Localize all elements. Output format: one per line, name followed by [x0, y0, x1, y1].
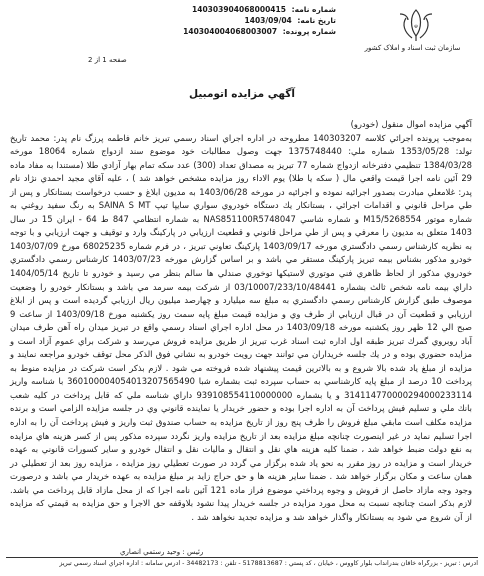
file-number-label: شماره پرونده:	[282, 27, 336, 36]
footer-address: آدرس : تبريز - بزرگراه خاقان بندرانداب بلوار كاووس ، خيابان ، كد پستي : 5178813687 - تلفن : 34482173 - آدرس سامانه : اداره اجراي اسناد رسمي تبريز	[59, 560, 478, 567]
page-counter: صفحه 1 از 2	[88, 56, 127, 64]
letter-metadata	[183, 4, 336, 37]
letter-date-label: تاریخ نامه:	[297, 16, 336, 25]
notice-subtitle: آگهي مزايده اموال منقول (خودرو)	[350, 119, 472, 129]
file-number-row	[183, 26, 336, 37]
letter-date-row	[186, 15, 336, 26]
file-number: 140304004068003007	[183, 27, 278, 36]
organization-name: سازمان ثبت اسناد و املاک کشور	[364, 44, 461, 52]
footer-divider	[6, 557, 478, 558]
notice-title: آگهي مزايده اتومبيل	[189, 88, 295, 100]
signer-name: رئيس : وحيد رستمي انصاري	[120, 548, 204, 556]
notice-body	[10, 118, 472, 524]
letter-number-label: شماره نامه:	[291, 5, 336, 14]
letter-date: 1403/09/04	[244, 16, 292, 25]
letter-number: 140303904068000415	[192, 5, 286, 14]
emblem-icon	[388, 6, 444, 44]
notice-paragraph: به‌موجب پرونده اجرائي كلاسه 140303207 مطروحه در اداره اجراي اسناد رسمي تبريز خانم فاطمه پرزگ نام پدر: محمد تاريخ تولد: 1353/05/28 شماره ملي: 1375748440 جهت وصول مطالبات خود موضوع سند ازدواج شماره 18064 مورخه 1384/03/28 تنظيمي دفترخانه ازدواج شماره 77 تبريز به مصداق تعداد (300) عدد سكه تمام بهار آزادي طلا (مستندا به مفاد ماده 29 آئين نامه اجرا قيمت واقعي مال ( سكه يا طلا) يوم الاداء روز مزايده مشخص خواهد شد ) ، عليه آقاي مجيد احمدي نژاد نام پدر: غلامعلي مبادرت بصدور اجرائيه نموده و اجرائيه در مورخه 1403/06/28 به مديون ابلاغ و حسب درخواست بستانكار و پس از طي مراحل قانوني و اقدامات اجرائي ، بستانكار يك دستگاه خودروي سواري سايپا تيپ SAINA S MT به رنگ سفيد روغني به شماره موتور M15/5268554 و شماره شاسي NAS851100R5748047 به شماره انتظامي 847 ط 64 - ايران 15 در سال 1403 متعلق به مديون را معرفي و پس از طي مراحل قانوني و قطعيت ارزيابي در پاركينگ وارد و توقيف و جهت ارزيابي و با توجه به نظريه كارشناس رسمي دادگستري مورخه 1403/09/17 پاركينگ تعاوني تبريز ، در فرم شماره 68025235 مورخ 1403/07/09 خودرو مذكور بشناس بيمه تبريز پاركينگ مستقر مي باشد و بر اساس گزارش مورخه 1403/07/23 كارشناس رسمي دادگستري خودروي مذكور از لحاظ ظاهري فني موتوري لاستيكها توخوري صندلي ها سالم بنظر مي رسيد و خودرو تا تاريخ 1404/05/14 داراي بيمه نامه شخص ثالث بشماره 03/10007/233/10/48441 از شركت بيمه سرمد مي باشد و بستانكار خودرو را وضعيت موصوف طبق گزارش كارشناس رسمي دادگستري به مبلغ سه ميليارد و چهارصد ميليون ريال ارزيابي گرديده است و پس از ابلاغ ارزيابي و قطعيت آن در قبال ارزيابي از طرف وي و مزايده قيمت مبلغ پايه سمت روز يكشنبه مورخ 1403/09/18 از ساعت 9 صبح الي 12 ظهر روز يكشنبه مورخه 1403/09/18 در محل اداره اجراي اسناد رسمي واقع در تبريز ميدان راه آهن طرف ميدان آباد روبروي گمرك تبريز طبقه اول اداره ثبت اسناد غرب تبريز از طريق مزايده فروش مي‌رسد و شركت براي عموم آزاد است و مزايده حضوري بوده و در يك جلسه خريداران مي توانند جهت رويت خودرو به نشاني فوق الذكر محل توقف خودرو مراجعه نمايند و مزايده از مبلغ ياد شده بالا شروع و به بالاترين قيمت پيشنهاد شده فروخته مي شود . لازم بذكر است شركت در مزايده منوط به پرداخت 10 درصد از مبلغ پايه كارشناسي به حساب سپرده ثبت بشماره شبا 360100004054013207565490 با شناسه واريز 314114770000294000233114 و يا بشماره 939108554110000000 داراي شناسه ملي كه قابل پرداخت در كليه شعب بانك ملي و تسليم فيش پرداخت آن به اداره اجرا بوده و حضور خريدار يا نماينده قانوني وي در جلسه مزايده الزامي است و برنده مزايده مكلف است مابقي مبلغ فروش را ظرف پنج روز از تاريخ مزايده به حساب صندوق ثبت واريز و فيش پرداخت آن را به اداره اجرا تسليم نمايد در غير اينصورت چنانچه مبلغ مزايده بعد از تاريخ مزايده واريز نگردد سپرده مذكور پس از كسر هزينه هاي مزايده به نفع دولت ضبط خواهد شد ، ضمنا كليه هزينه هاي نقل و انتقال و ماليات نقل و انتقال خودرو و ساير كسورات قانوني به عهده خريدار است و مزايده در روز مقرر به نحو ياد شده برگزار مي گردد در صورت تعطيلي روز مزايده ، مزايده روز بعد از تعطيلي در همان ساعت و مكان برگزار خواهد شد . ضمنا ساير هزينه ها و حق حراج زايد بر مبلغ مزايده به عهده خريدار مي باشد و درصورت وجود وجه مازاد حاصل از فروش و وجوه پرداختي موضوع فراز ماده 121 آئين نامه اجرا كه از محل مازاد قابل پرداخت مي باشد. لازم بذكر است چنانچه نسبت به محل مورد مزايده در جلسه خريدار پيدا نشود بلاوقفه حق الاجرا و حق مزايده به قيمتي كه مزايده از آن شروع مي شود به بستانكار واگذار خواهد شد و مزايده تجديد نخواهد شد .	[10, 132, 473, 522]
letter-number-row	[186, 4, 336, 15]
svg-text:☫: ☫	[413, 24, 419, 30]
